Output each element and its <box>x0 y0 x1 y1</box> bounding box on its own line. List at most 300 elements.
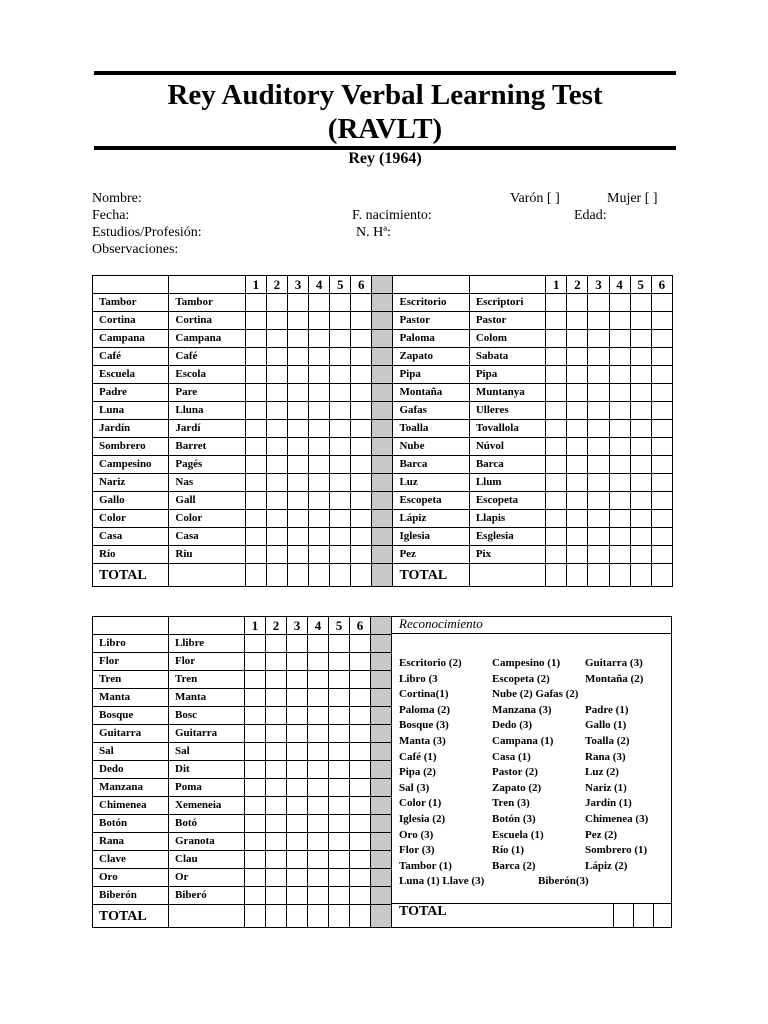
trial-cell[interactable] <box>567 366 588 384</box>
f-nacimiento-field[interactable]: F. nacimiento: <box>352 208 432 223</box>
trial-cell[interactable] <box>245 294 266 312</box>
trial-cell[interactable] <box>651 294 672 312</box>
trial-cell[interactable] <box>351 420 372 438</box>
trial-cell[interactable] <box>266 851 287 869</box>
trial-cell[interactable] <box>329 653 350 671</box>
trial-cell[interactable] <box>651 492 672 510</box>
trial-cell[interactable] <box>330 474 351 492</box>
trial-cell[interactable] <box>588 366 609 384</box>
trial-cell[interactable] <box>245 384 266 402</box>
trial-cell[interactable] <box>287 869 308 887</box>
trial-cell[interactable] <box>245 653 266 671</box>
trial-cell[interactable] <box>330 492 351 510</box>
trial-cell[interactable] <box>308 833 329 851</box>
trial-cell[interactable] <box>546 348 567 366</box>
trial-cell[interactable] <box>567 528 588 546</box>
trial-cell[interactable] <box>287 797 308 815</box>
trial-cell[interactable] <box>588 402 609 420</box>
trial-cell[interactable] <box>266 887 287 905</box>
trial-cell[interactable] <box>588 420 609 438</box>
trial-cell[interactable] <box>351 492 372 510</box>
trial-cell[interactable] <box>287 528 308 546</box>
trial-cell[interactable] <box>350 653 371 671</box>
total-cell[interactable] <box>309 564 330 587</box>
trial-cell[interactable] <box>546 546 567 564</box>
trial-cell[interactable] <box>329 869 350 887</box>
trial-cell[interactable] <box>287 366 308 384</box>
trial-cell[interactable] <box>266 725 287 743</box>
trial-cell[interactable] <box>287 384 308 402</box>
trial-cell[interactable] <box>350 689 371 707</box>
trial-cell[interactable] <box>546 528 567 546</box>
trial-cell[interactable] <box>546 510 567 528</box>
trial-cell[interactable] <box>630 420 651 438</box>
trial-cell[interactable] <box>546 474 567 492</box>
trial-cell[interactable] <box>329 743 350 761</box>
trial-cell[interactable] <box>546 456 567 474</box>
total-cell[interactable] <box>588 564 609 587</box>
trial-cell[interactable] <box>329 761 350 779</box>
trial-cell[interactable] <box>588 474 609 492</box>
trial-cell[interactable] <box>266 797 287 815</box>
trial-cell[interactable] <box>287 510 308 528</box>
recognition-total-cell[interactable] <box>653 903 674 927</box>
trial-cell[interactable] <box>308 869 329 887</box>
trial-cell[interactable] <box>329 851 350 869</box>
trial-cell[interactable] <box>329 689 350 707</box>
trial-cell[interactable] <box>287 348 308 366</box>
trial-cell[interactable] <box>330 546 351 564</box>
trial-cell[interactable] <box>546 438 567 456</box>
trial-cell[interactable] <box>287 330 308 348</box>
trial-cell[interactable] <box>651 384 672 402</box>
trial-cell[interactable] <box>309 384 330 402</box>
trial-cell[interactable] <box>309 348 330 366</box>
trial-cell[interactable] <box>245 779 266 797</box>
trial-cell[interactable] <box>350 707 371 725</box>
trial-cell[interactable] <box>350 671 371 689</box>
trial-cell[interactable] <box>351 438 372 456</box>
trial-cell[interactable] <box>351 402 372 420</box>
trial-cell[interactable] <box>567 294 588 312</box>
trial-cell[interactable] <box>266 743 287 761</box>
trial-cell[interactable] <box>287 887 308 905</box>
trial-cell[interactable] <box>329 797 350 815</box>
trial-cell[interactable] <box>330 510 351 528</box>
trial-cell[interactable] <box>287 851 308 869</box>
total-cell[interactable] <box>351 564 372 587</box>
trial-cell[interactable] <box>266 366 287 384</box>
trial-cell[interactable] <box>245 492 266 510</box>
trial-cell[interactable] <box>287 312 308 330</box>
total-cell[interactable] <box>308 905 329 928</box>
trial-cell[interactable] <box>266 833 287 851</box>
trial-cell[interactable] <box>330 384 351 402</box>
total-cell[interactable] <box>651 564 672 587</box>
nombre-field[interactable]: Nombre: <box>92 191 142 206</box>
trial-cell[interactable] <box>567 348 588 366</box>
trial-cell[interactable] <box>245 402 266 420</box>
trial-cell[interactable] <box>330 456 351 474</box>
trial-cell[interactable] <box>308 689 329 707</box>
trial-cell[interactable] <box>546 366 567 384</box>
trial-cell[interactable] <box>245 671 266 689</box>
trial-cell[interactable] <box>351 528 372 546</box>
trial-cell[interactable] <box>309 474 330 492</box>
trial-cell[interactable] <box>287 402 308 420</box>
trial-cell[interactable] <box>630 456 651 474</box>
trial-cell[interactable] <box>609 456 630 474</box>
trial-cell[interactable] <box>245 330 266 348</box>
trial-cell[interactable] <box>287 492 308 510</box>
trial-cell[interactable] <box>266 689 287 707</box>
trial-cell[interactable] <box>350 851 371 869</box>
trial-cell[interactable] <box>266 815 287 833</box>
trial-cell[interactable] <box>630 438 651 456</box>
trial-cell[interactable] <box>287 671 308 689</box>
trial-cell[interactable] <box>266 294 287 312</box>
trial-cell[interactable] <box>245 635 266 653</box>
trial-cell[interactable] <box>609 528 630 546</box>
trial-cell[interactable] <box>350 833 371 851</box>
trial-cell[interactable] <box>609 492 630 510</box>
trial-cell[interactable] <box>651 510 672 528</box>
trial-cell[interactable] <box>266 653 287 671</box>
trial-cell[interactable] <box>287 815 308 833</box>
trial-cell[interactable] <box>630 546 651 564</box>
trial-cell[interactable] <box>567 402 588 420</box>
total-cell[interactable] <box>245 905 266 928</box>
trial-cell[interactable] <box>567 546 588 564</box>
trial-cell[interactable] <box>567 330 588 348</box>
trial-cell[interactable] <box>309 366 330 384</box>
recognition-total-cell[interactable] <box>613 903 634 927</box>
trial-cell[interactable] <box>546 420 567 438</box>
trial-cell[interactable] <box>287 420 308 438</box>
trial-cell[interactable] <box>245 815 266 833</box>
trial-cell[interactable] <box>266 330 287 348</box>
total-cell[interactable] <box>330 564 351 587</box>
trial-cell[interactable] <box>546 492 567 510</box>
trial-cell[interactable] <box>329 815 350 833</box>
trial-cell[interactable] <box>287 779 308 797</box>
trial-cell[interactable] <box>567 420 588 438</box>
trial-cell[interactable] <box>546 294 567 312</box>
trial-cell[interactable] <box>266 438 287 456</box>
trial-cell[interactable] <box>245 869 266 887</box>
total-cell[interactable] <box>350 905 371 928</box>
trial-cell[interactable] <box>309 510 330 528</box>
trial-cell[interactable] <box>266 869 287 887</box>
trial-cell[interactable] <box>567 312 588 330</box>
trial-cell[interactable] <box>266 384 287 402</box>
trial-cell[interactable] <box>287 833 308 851</box>
trial-cell[interactable] <box>651 438 672 456</box>
varon-checkbox[interactable]: Varón [ ] <box>510 191 560 206</box>
trial-cell[interactable] <box>287 761 308 779</box>
trial-cell[interactable] <box>588 312 609 330</box>
trial-cell[interactable] <box>351 474 372 492</box>
trial-cell[interactable] <box>245 456 266 474</box>
trial-cell[interactable] <box>651 402 672 420</box>
trial-cell[interactable] <box>308 761 329 779</box>
trial-cell[interactable] <box>651 474 672 492</box>
n-historia-field[interactable]: N. Hª: <box>356 225 391 240</box>
trial-cell[interactable] <box>266 546 287 564</box>
trial-cell[interactable] <box>330 402 351 420</box>
trial-cell[interactable] <box>330 348 351 366</box>
trial-cell[interactable] <box>351 384 372 402</box>
trial-cell[interactable] <box>630 366 651 384</box>
trial-cell[interactable] <box>245 761 266 779</box>
trial-cell[interactable] <box>330 528 351 546</box>
trial-cell[interactable] <box>588 546 609 564</box>
trial-cell[interactable] <box>351 366 372 384</box>
trial-cell[interactable] <box>287 707 308 725</box>
trial-cell[interactable] <box>287 725 308 743</box>
trial-cell[interactable] <box>329 635 350 653</box>
trial-cell[interactable] <box>309 312 330 330</box>
trial-cell[interactable] <box>309 546 330 564</box>
trial-cell[interactable] <box>309 294 330 312</box>
trial-cell[interactable] <box>287 474 308 492</box>
trial-cell[interactable] <box>330 438 351 456</box>
trial-cell[interactable] <box>567 384 588 402</box>
trial-cell[interactable] <box>308 887 329 905</box>
total-cell[interactable] <box>567 564 588 587</box>
trial-cell[interactable] <box>651 528 672 546</box>
trial-cell[interactable] <box>350 779 371 797</box>
trial-cell[interactable] <box>309 402 330 420</box>
trial-cell[interactable] <box>588 348 609 366</box>
trial-cell[interactable] <box>567 456 588 474</box>
trial-cell[interactable] <box>287 438 308 456</box>
trial-cell[interactable] <box>266 474 287 492</box>
trial-cell[interactable] <box>567 474 588 492</box>
trial-cell[interactable] <box>588 294 609 312</box>
trial-cell[interactable] <box>245 528 266 546</box>
trial-cell[interactable] <box>609 384 630 402</box>
trial-cell[interactable] <box>308 743 329 761</box>
trial-cell[interactable] <box>588 510 609 528</box>
trial-cell[interactable] <box>567 492 588 510</box>
trial-cell[interactable] <box>266 707 287 725</box>
trial-cell[interactable] <box>266 671 287 689</box>
trial-cell[interactable] <box>630 492 651 510</box>
total-cell[interactable] <box>245 564 266 587</box>
trial-cell[interactable] <box>609 474 630 492</box>
trial-cell[interactable] <box>630 402 651 420</box>
trial-cell[interactable] <box>287 294 308 312</box>
trial-cell[interactable] <box>266 492 287 510</box>
trial-cell[interactable] <box>245 887 266 905</box>
observaciones-field[interactable]: Observaciones: <box>92 242 179 257</box>
trial-cell[interactable] <box>308 851 329 869</box>
trial-cell[interactable] <box>546 312 567 330</box>
trial-cell[interactable] <box>245 438 266 456</box>
trial-cell[interactable] <box>329 887 350 905</box>
trial-cell[interactable] <box>588 456 609 474</box>
trial-cell[interactable] <box>266 528 287 546</box>
trial-cell[interactable] <box>266 635 287 653</box>
trial-cell[interactable] <box>266 420 287 438</box>
trial-cell[interactable] <box>309 456 330 474</box>
trial-cell[interactable] <box>245 510 266 528</box>
trial-cell[interactable] <box>609 546 630 564</box>
trial-cell[interactable] <box>588 492 609 510</box>
trial-cell[interactable] <box>329 779 350 797</box>
trial-cell[interactable] <box>350 761 371 779</box>
trial-cell[interactable] <box>287 743 308 761</box>
trial-cell[interactable] <box>651 366 672 384</box>
trial-cell[interactable] <box>309 528 330 546</box>
trial-cell[interactable] <box>351 546 372 564</box>
trial-cell[interactable] <box>329 725 350 743</box>
trial-cell[interactable] <box>266 761 287 779</box>
total-cell[interactable] <box>329 905 350 928</box>
trial-cell[interactable] <box>330 330 351 348</box>
total-cell[interactable] <box>287 564 308 587</box>
trial-cell[interactable] <box>245 797 266 815</box>
trial-cell[interactable] <box>308 635 329 653</box>
total-cell[interactable] <box>609 564 630 587</box>
trial-cell[interactable] <box>630 348 651 366</box>
trial-cell[interactable] <box>651 546 672 564</box>
trial-cell[interactable] <box>245 833 266 851</box>
estudios-field[interactable]: Estudios/Profesión: <box>92 225 202 240</box>
trial-cell[interactable] <box>330 294 351 312</box>
trial-cell[interactable] <box>351 510 372 528</box>
trial-cell[interactable] <box>350 743 371 761</box>
trial-cell[interactable] <box>287 653 308 671</box>
trial-cell[interactable] <box>308 707 329 725</box>
trial-cell[interactable] <box>350 869 371 887</box>
fecha-field[interactable]: Fecha: <box>92 208 130 223</box>
trial-cell[interactable] <box>630 510 651 528</box>
trial-cell[interactable] <box>651 312 672 330</box>
trial-cell[interactable] <box>245 707 266 725</box>
trial-cell[interactable] <box>651 456 672 474</box>
trial-cell[interactable] <box>609 330 630 348</box>
trial-cell[interactable] <box>245 689 266 707</box>
trial-cell[interactable] <box>609 312 630 330</box>
trial-cell[interactable] <box>630 528 651 546</box>
trial-cell[interactable] <box>630 294 651 312</box>
trial-cell[interactable] <box>330 312 351 330</box>
trial-cell[interactable] <box>245 312 266 330</box>
trial-cell[interactable] <box>329 707 350 725</box>
total-cell[interactable] <box>546 564 567 587</box>
edad-field[interactable]: Edad: <box>574 208 607 223</box>
trial-cell[interactable] <box>309 492 330 510</box>
recognition-total-cell[interactable] <box>633 903 654 927</box>
trial-cell[interactable] <box>350 635 371 653</box>
trial-cell[interactable] <box>351 348 372 366</box>
trial-cell[interactable] <box>266 510 287 528</box>
trial-cell[interactable] <box>287 689 308 707</box>
trial-cell[interactable] <box>651 330 672 348</box>
trial-cell[interactable] <box>588 528 609 546</box>
trial-cell[interactable] <box>651 348 672 366</box>
trial-cell[interactable] <box>287 546 308 564</box>
trial-cell[interactable] <box>588 384 609 402</box>
trial-cell[interactable] <box>287 456 308 474</box>
trial-cell[interactable] <box>651 420 672 438</box>
trial-cell[interactable] <box>329 833 350 851</box>
trial-cell[interactable] <box>266 312 287 330</box>
trial-cell[interactable] <box>609 402 630 420</box>
trial-cell[interactable] <box>245 546 266 564</box>
trial-cell[interactable] <box>245 474 266 492</box>
total-cell[interactable] <box>266 564 287 587</box>
trial-cell[interactable] <box>609 294 630 312</box>
trial-cell[interactable] <box>309 420 330 438</box>
trial-cell[interactable] <box>351 456 372 474</box>
trial-cell[interactable] <box>350 725 371 743</box>
trial-cell[interactable] <box>309 330 330 348</box>
trial-cell[interactable] <box>609 366 630 384</box>
trial-cell[interactable] <box>350 887 371 905</box>
trial-cell[interactable] <box>630 474 651 492</box>
trial-cell[interactable] <box>630 330 651 348</box>
trial-cell[interactable] <box>351 330 372 348</box>
trial-cell[interactable] <box>609 438 630 456</box>
trial-cell[interactable] <box>266 402 287 420</box>
trial-cell[interactable] <box>330 366 351 384</box>
trial-cell[interactable] <box>245 743 266 761</box>
trial-cell[interactable] <box>309 438 330 456</box>
trial-cell[interactable] <box>308 779 329 797</box>
trial-cell[interactable] <box>245 420 266 438</box>
trial-cell[interactable] <box>266 456 287 474</box>
trial-cell[interactable] <box>308 725 329 743</box>
total-cell[interactable] <box>630 564 651 587</box>
trial-cell[interactable] <box>609 420 630 438</box>
trial-cell[interactable] <box>351 312 372 330</box>
trial-cell[interactable] <box>588 438 609 456</box>
trial-cell[interactable] <box>350 815 371 833</box>
trial-cell[interactable] <box>245 725 266 743</box>
trial-cell[interactable] <box>287 635 308 653</box>
mujer-checkbox[interactable]: Mujer [ ] <box>607 191 658 206</box>
trial-cell[interactable] <box>266 779 287 797</box>
trial-cell[interactable] <box>630 312 651 330</box>
trial-cell[interactable] <box>609 510 630 528</box>
trial-cell[interactable] <box>308 797 329 815</box>
trial-cell[interactable] <box>329 671 350 689</box>
trial-cell[interactable] <box>308 653 329 671</box>
trial-cell[interactable] <box>609 348 630 366</box>
trial-cell[interactable] <box>266 348 287 366</box>
trial-cell[interactable] <box>567 510 588 528</box>
trial-cell[interactable] <box>308 671 329 689</box>
trial-cell[interactable] <box>546 384 567 402</box>
trial-cell[interactable] <box>546 402 567 420</box>
trial-cell[interactable] <box>308 815 329 833</box>
total-cell[interactable] <box>266 905 287 928</box>
trial-cell[interactable] <box>351 294 372 312</box>
trial-cell[interactable] <box>245 851 266 869</box>
trial-cell[interactable] <box>350 797 371 815</box>
trial-cell[interactable] <box>330 420 351 438</box>
trial-cell[interactable] <box>245 348 266 366</box>
trial-cell[interactable] <box>567 438 588 456</box>
trial-cell[interactable] <box>546 330 567 348</box>
trial-cell[interactable] <box>245 366 266 384</box>
trial-cell[interactable] <box>588 330 609 348</box>
total-cell[interactable] <box>287 905 308 928</box>
trial-cell[interactable] <box>630 384 651 402</box>
